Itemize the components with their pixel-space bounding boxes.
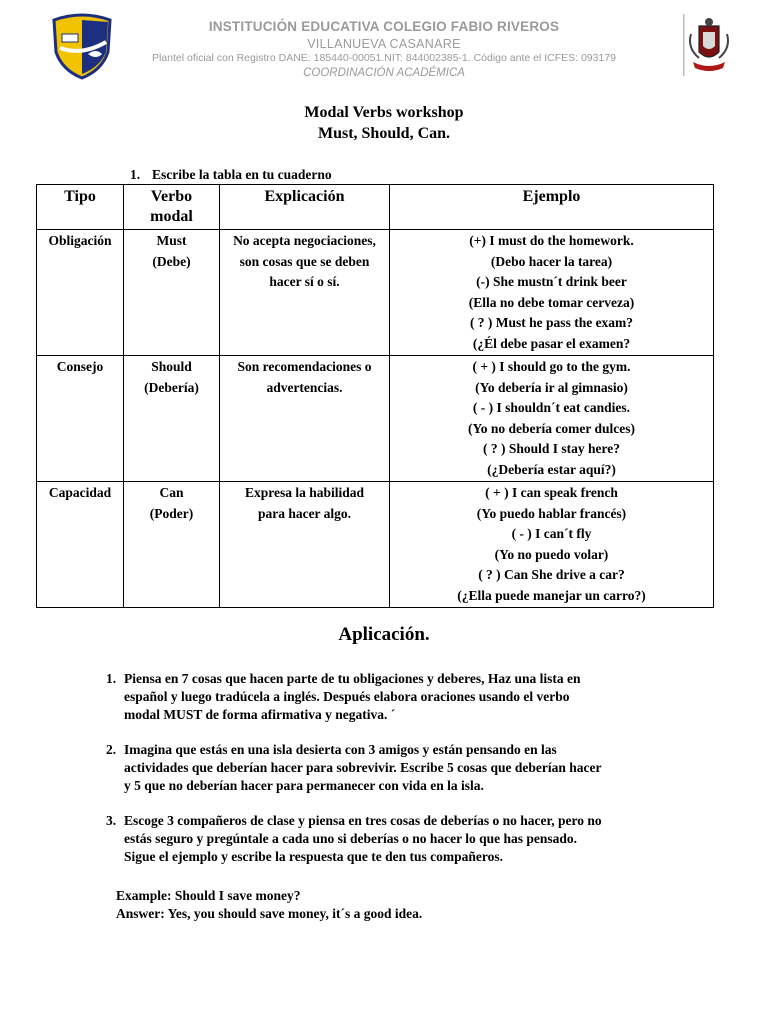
cell-line: Expresa la habilidad (244, 485, 365, 500)
cell-ejemplo (390, 230, 714, 356)
cell-line: (Poder) (149, 505, 194, 521)
cell-line: (¿Él debe pasar el examen? (472, 335, 631, 351)
aplicacion-heading: Aplicación. (338, 624, 430, 645)
task-number: 2. (106, 742, 117, 757)
institution-name: INSTITUCIÓN EDUCATIVA COLEGIO FABIO RIVEROS (208, 19, 560, 34)
step-1-instruction (130, 167, 332, 183)
table-row (37, 230, 714, 356)
cell-line: (Debería) (144, 379, 199, 395)
cell-line: ( + ) I should go to the gym. (472, 359, 631, 374)
cell-line: No acepta negociaciones, (233, 233, 376, 248)
cell-line: Should (151, 359, 192, 374)
cell-line: son cosas que se deben (239, 253, 370, 269)
cell-line: ( - ) I shouldn´t eat candies. (472, 400, 631, 415)
cell-verbo (124, 356, 220, 482)
cell-line: hacer sí o sí. (269, 274, 340, 289)
cell-line: Must (156, 233, 187, 248)
table-row (37, 356, 714, 482)
cell-line: (Ella no debe tomar cerveza) (468, 294, 635, 310)
task-line: Escoge 3 compañeros de clase y piensa en tres cosas de deberías o no hacer, pero no (124, 813, 602, 828)
table-row (37, 482, 714, 608)
cell-ejemplo (390, 482, 714, 608)
title-line-1: Modal Verbs workshop (304, 104, 464, 121)
registry-info: Plantel oficial con Registro DANE: 185440-00051.NIT: 844002385-1. Código ante el ICFES: 093179 (151, 52, 617, 64)
header-explicacion: Explicación (220, 185, 390, 230)
workshop-title (0, 102, 768, 144)
header-tipo: Tipo (37, 185, 124, 230)
task-line: y 5 que no deberían hacer para permanecer con vida en la isla. (124, 778, 484, 793)
cell-line: ( + ) I can speak french (485, 485, 618, 500)
cell-line: (Yo no puedo volar) (494, 546, 609, 562)
task-line: modal MUST de forma afirmativa y negativa. ´ (124, 707, 396, 722)
header-verbo-modal: Verbo modal (124, 185, 220, 230)
cell-line: Can (159, 485, 184, 500)
city-name: VILLANUEVA CASANARE (307, 37, 461, 51)
modal-verbs-table (36, 184, 714, 608)
cell-line: (Yo debería ir al gimnasio) (475, 379, 628, 395)
header-ejemplo: Ejemplo (390, 185, 714, 230)
task-line: Piensa en 7 cosas que hacen parte de tu obligaciones y deberes, Haz una lista en (124, 671, 581, 686)
cell-tipo: Consejo (37, 356, 124, 482)
table-header-row (37, 185, 714, 230)
cell-line: ( ? ) Should I stay here? (482, 441, 621, 456)
task-line: actividades que deberían hacer para sobrevivir. Escribe 5 cosas que deberían hacer (124, 760, 602, 775)
cell-verbo (124, 482, 220, 608)
task-line: Sigue el ejemplo y escribe la respuesta que te den tus compañeros. (124, 849, 503, 864)
cell-line: (+) I must do the homework. (469, 233, 634, 248)
task-line: estás seguro y pregúntale a cada uno si deberías o no hacer lo que has pensado. (124, 831, 578, 846)
cell-line: (¿Debería estar aquí?) (487, 461, 616, 477)
example-answer: Answer: Yes, you should save money, it´s a good idea. (116, 906, 423, 921)
cell-line: (-) She mustn´t drink beer (476, 274, 627, 289)
cell-line: (Debo hacer la tarea) (490, 253, 613, 269)
cell-line: ( - ) I can´t fly (511, 526, 592, 541)
cell-line: ( ? ) Must he pass the exam? (469, 315, 634, 330)
coat-of-arms-logo (683, 14, 735, 76)
cell-ejemplo (390, 356, 714, 482)
cell-line: advertencias. (266, 379, 343, 395)
cell-line: (Debe) (152, 253, 191, 269)
example-question: Example: Should I save money? (116, 888, 301, 903)
task-line: Imagina que estás en una isla desierta con 3 amigos y están pensando en las (124, 742, 557, 757)
coordination-name: COORDINACIÓN ACADÉMICA (303, 67, 465, 79)
example-block (116, 887, 422, 923)
list-item (100, 741, 675, 795)
task-number: 3. (106, 813, 117, 828)
task-list (100, 670, 675, 883)
cell-explicacion (220, 230, 390, 356)
task-number: 1. (106, 671, 117, 686)
cell-line: ( ? ) Can She drive a car? (478, 567, 625, 582)
task-line: español y luego tradúcela a inglés. Después elabora oraciones usando el verbo (124, 689, 570, 704)
step-1-text: Escribe la tabla en tu cuaderno (152, 167, 332, 182)
cell-explicacion (220, 356, 390, 482)
document-header (0, 0, 768, 92)
step-1-number: 1. (130, 167, 141, 182)
header-text-block (118, 17, 650, 81)
cell-verbo (124, 230, 220, 356)
title-line-2: Must, Should, Can. (317, 125, 451, 142)
cell-line: para hacer algo. (257, 505, 352, 521)
cell-line: (Yo no debería comer dulces) (468, 420, 635, 436)
list-item (100, 670, 675, 724)
school-shield-logo (50, 12, 114, 80)
cell-tipo: Capacidad (37, 482, 124, 608)
cell-line: (¿Ella puede manejar un carro?) (457, 587, 646, 603)
cell-explicacion (220, 482, 390, 608)
cell-line: Son recomendaciones o (237, 359, 372, 374)
cell-tipo: Obligación (37, 230, 124, 356)
cell-line: (Yo puedo hablar francés) (476, 505, 627, 521)
list-item (100, 812, 675, 866)
